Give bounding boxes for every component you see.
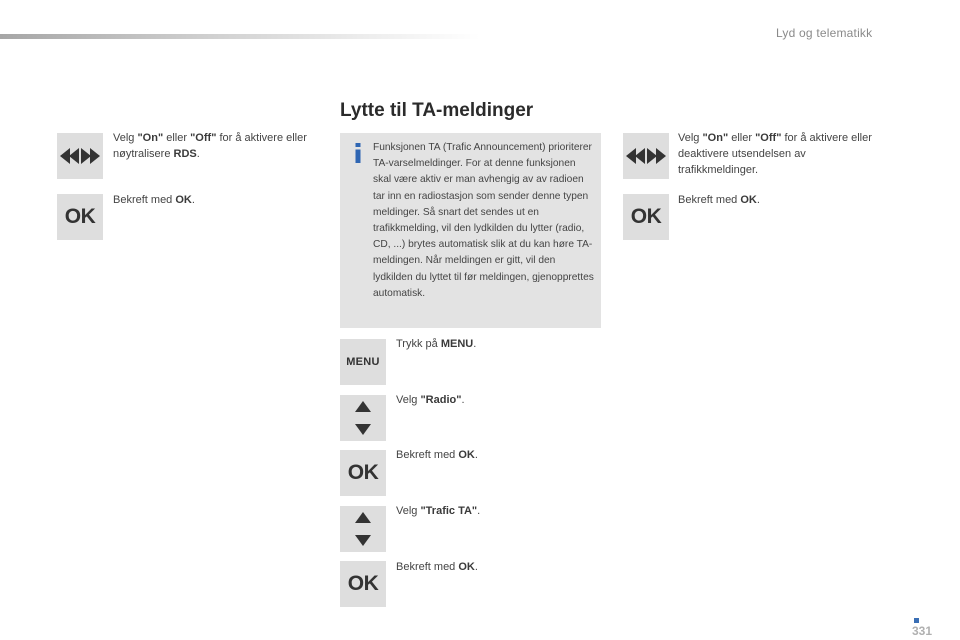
seek-back-forward-icon xyxy=(626,148,666,164)
seek-back-forward-icon xyxy=(60,148,100,164)
ok-button-label: OK xyxy=(347,461,379,484)
section-title: Lyd og telematikk xyxy=(776,26,873,40)
info-text: Funksjonen TA (Trafic Announcement) prioriterer TA-varselmeldinger. For at denne funksjonen skal være aktiv er man avhengig av av radioen tar inn en radiostasjon som sender denne typen meldinger. Så snart det sendes ut en trafikkmelding, vil den lydkilden du lytter (radio, CD, ...) brytes automatisk slik at du kan høre TA-meldingen. Når meldingen er gitt, vil den lydkilden du lyttet til før meldingen, gjenopprettes automatisk. xyxy=(373,142,594,299)
mid-step-menu: Trykk på MENU. xyxy=(396,338,477,350)
header-gradient-bar xyxy=(0,34,480,39)
info-icon xyxy=(352,143,364,163)
mid-step-confirm: Bekreft med OK. xyxy=(396,449,478,461)
page-number: 331 xyxy=(912,624,933,638)
seek-button xyxy=(57,133,103,179)
mid-step-confirm-final: Bekreft med OK. xyxy=(396,561,478,573)
info-box xyxy=(340,133,601,328)
ok-button xyxy=(57,194,103,240)
page-title: Lytte til TA-meldinger xyxy=(340,100,534,121)
up-down-button xyxy=(340,395,386,441)
ok-button xyxy=(340,450,386,496)
mid-step-radio: Velg "Radio". xyxy=(396,394,465,406)
left-step-confirm: Bekreft med OK. xyxy=(113,194,195,206)
up-down-button xyxy=(340,506,386,552)
menu-button-label: MENU xyxy=(346,356,380,368)
up-down-arrows-icon xyxy=(355,512,371,546)
right-step-confirm: Bekreft med OK. xyxy=(678,194,760,206)
page-marker xyxy=(914,618,919,623)
ok-button-label: OK xyxy=(630,205,662,228)
ok-button-label: OK xyxy=(347,572,379,595)
up-down-arrows-icon xyxy=(355,401,371,435)
ok-button xyxy=(623,194,669,240)
mid-step-trafic-ta: Velg "Trafic TA". xyxy=(396,505,481,517)
left-step-select-rds: Velg "On" eller "Off" for å aktivere eller nøytralisere RDS. xyxy=(113,132,307,160)
seek-button xyxy=(623,133,669,179)
right-step-select-ta: Velg "On" eller "Off" for å aktivere eller deaktivere utsendelsen av trafikkmeldinger. xyxy=(678,132,872,176)
menu-button xyxy=(340,339,386,385)
ok-button-label: OK xyxy=(64,205,96,228)
ok-button xyxy=(340,561,386,607)
